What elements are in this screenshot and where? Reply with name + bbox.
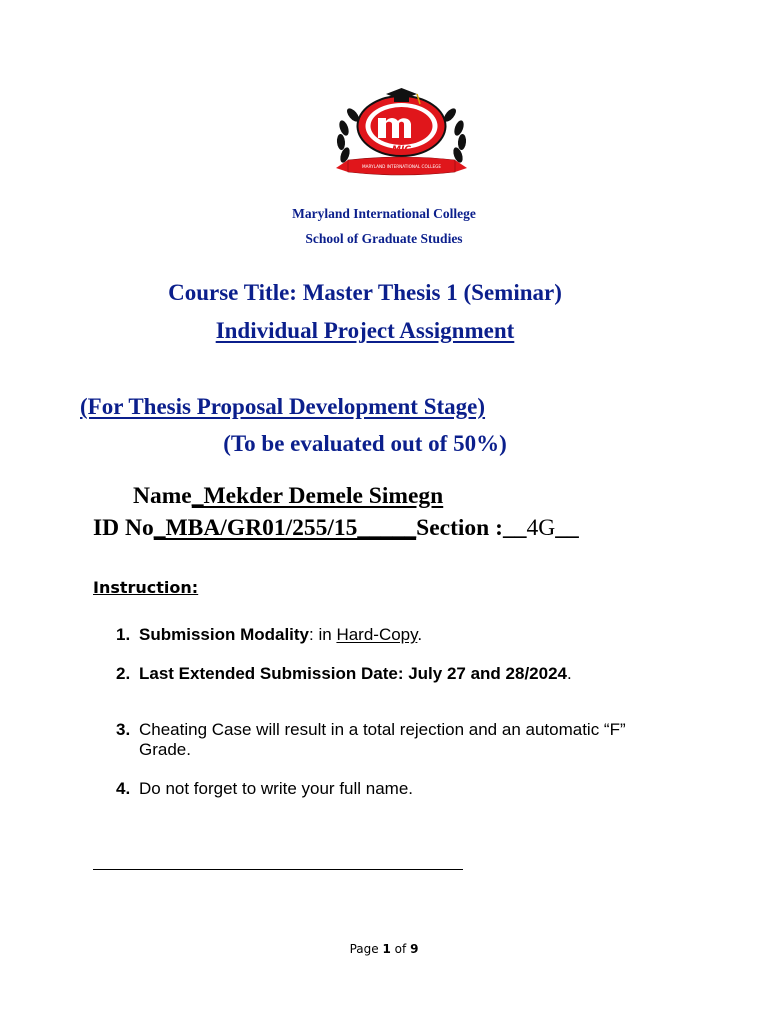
item-text: Do not forget to write your full name. (139, 779, 414, 798)
logo-ribbon-text: MARYLAND INTERNATIONAL COLLEGE (362, 164, 441, 169)
instruction-item-3 (116, 720, 676, 760)
id-label: ID No (93, 515, 154, 541)
item-number: 2. (116, 664, 131, 683)
item-end: . (417, 625, 423, 644)
school-name: School of Graduate Studies (305, 231, 463, 246)
section-value: 4G (526, 515, 556, 541)
item-text: Cheating Case will result in a total rejection and an automatic “F” Grade. (139, 720, 626, 759)
of-label: of (394, 942, 407, 956)
evaluation-note: (To be evaluated out of 50%) (223, 431, 507, 456)
student-id-line (93, 515, 579, 542)
item-mid: : in (309, 625, 337, 644)
page-label: Page (349, 942, 379, 956)
name-label: Name (133, 483, 192, 509)
instruction-item-1 (116, 625, 676, 645)
page-footer (0, 942, 768, 956)
item-underlined: Hard-Copy (336, 625, 418, 644)
item-number: 1. (116, 625, 131, 644)
stage-title: (For Thesis Proposal Development Stage) (80, 394, 486, 419)
instruction-item-4 (116, 779, 676, 799)
logo-mic-text: MIC (392, 145, 411, 155)
section-label: Section :__ (416, 515, 527, 541)
section-trail: __ (555, 515, 579, 541)
signature-line (93, 869, 463, 870)
instruction-item-2 (116, 664, 676, 684)
item-bold: Last Extended Submission Date: July 27 and 28/2024 (139, 664, 567, 683)
id-value: _MBA/GR01/255/15_____ (153, 515, 417, 541)
page-number: 1 (382, 942, 391, 956)
item-number: 4. (116, 779, 131, 798)
name-value: _Mekder Demele Simegn (191, 483, 444, 509)
college-name: Maryland International College (292, 206, 476, 221)
student-name-line (133, 483, 443, 510)
item-bold: Submission Modality (139, 625, 310, 644)
college-logo (334, 88, 469, 180)
assignment-title: Individual Project Assignment (215, 318, 515, 343)
course-title: Course Title: Master Thesis 1 (Seminar) (168, 280, 562, 305)
item-end: . (567, 664, 572, 683)
page-total: 9 (410, 942, 419, 956)
item-number: 3. (116, 720, 131, 739)
instruction-heading: Instruction: (93, 578, 199, 597)
